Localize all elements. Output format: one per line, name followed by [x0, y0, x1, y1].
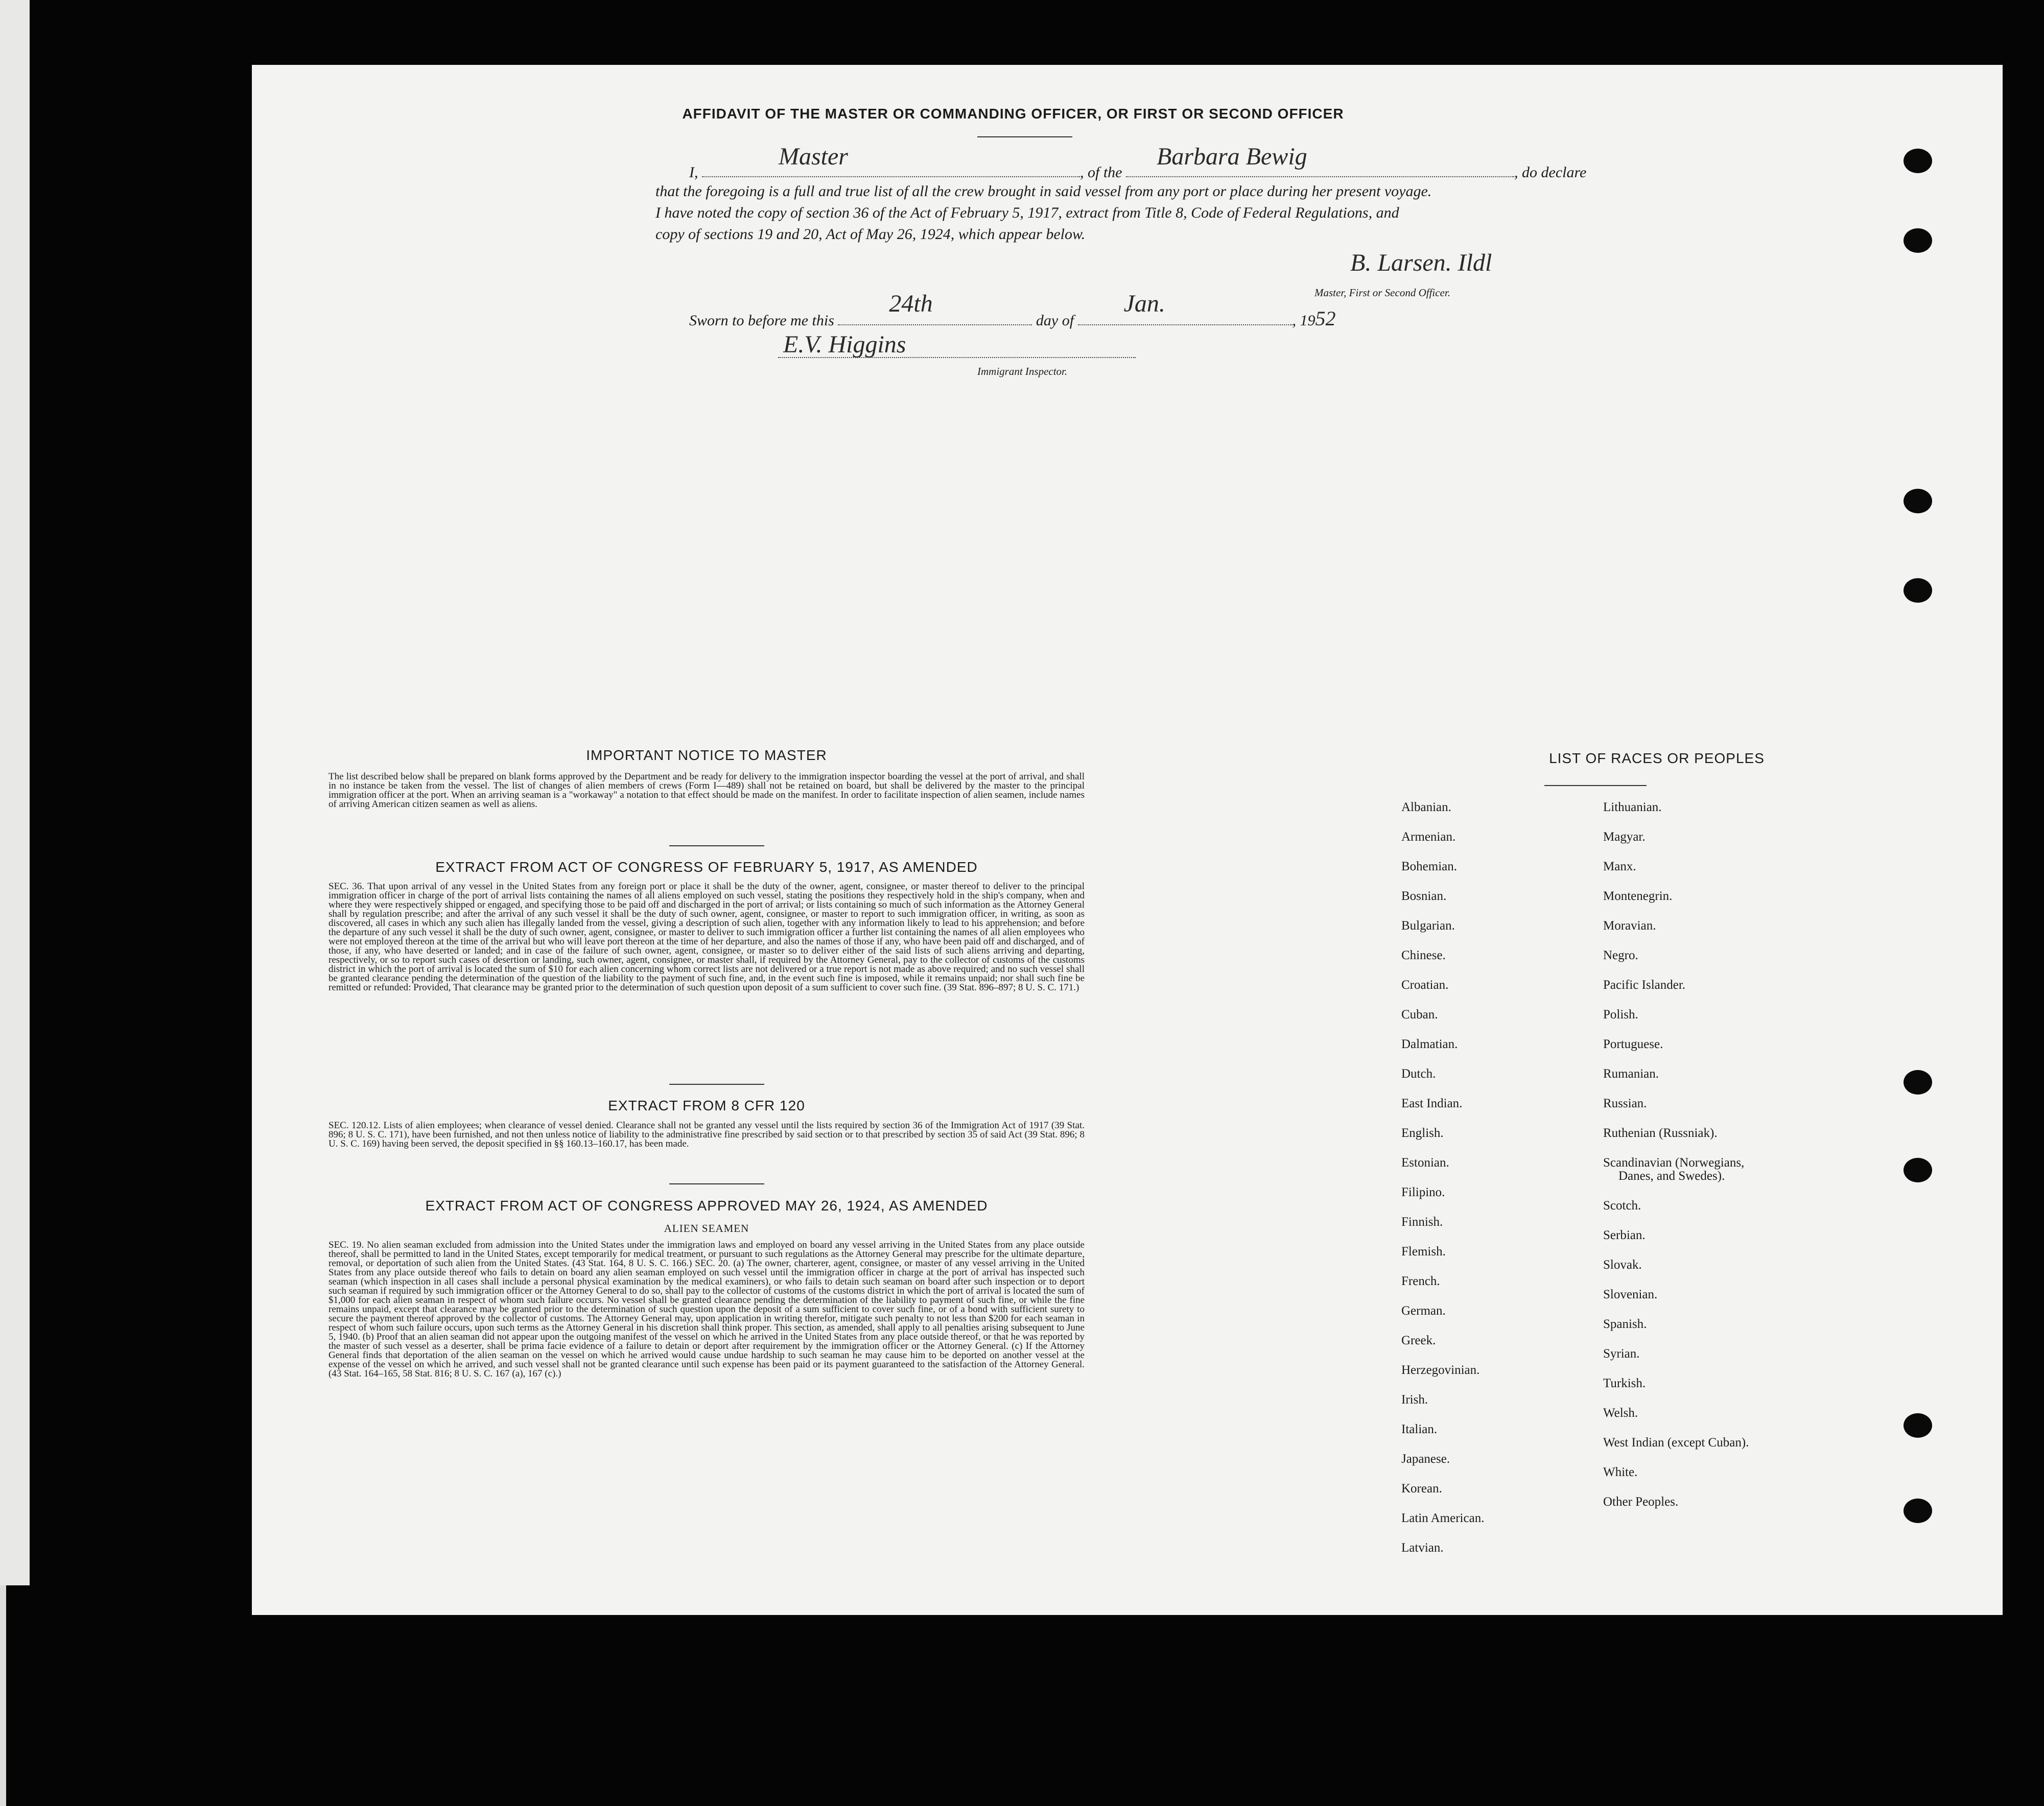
- race-list-item: Moravian.: [1603, 919, 1656, 933]
- punch-hole: [1904, 578, 1932, 603]
- officer-name-field: [702, 143, 1080, 177]
- race-list-item: Slovak.: [1603, 1258, 1642, 1272]
- extract-1924-body: SEC. 19. No alien seaman excluded from admission into the United States under the immigration laws and employed on board any vessel arriving in the United States from any place outside thereof, shall be permitted to land in the United States, except temporarily for medical treatment, or pursuant to such regulations as the Attorney General may prescribe for the ultimate departure, removal, or deportation of such alien from the United States. (43 Stat. 164, 8 U. S. C. 166.) SEC. 20. (a) The owner, charterer, agent, consignee, or master of any vessel arriving in the United States from any place outside thereof who fails to detain on board any alien seaman employed on such vessel until the immigration officer in charge at the port of arrival has inspected such seaman (which inspection in all cases shall include a personal physical examination by the medical examiners), or who fails to detain such seaman on board after such inspection or to deport such seaman if required by such immigration officer or the Attorney General to do so, shall pay to the collector of customs of the customs district in which the port of arrival is located the sum of $1,000 for each alien seaman in respect of whom such failure occurs. No vessel shall be granted clearance pending the determination of the liability to payment of such fine, or while the fine remains unpaid, except that clearance may be granted prior to the determination of such question upon the deposit of a sum sufficient to cover such fine, or of a bond with sufficient surety to secure the payment thereof approved by the collector of customs. The Attorney General may, upon application in writing therefor, mitigate such penalty to not less than $200 for each seaman in respect of whom such failure occurs, upon such terms as the Attorney General in his discretion shall think proper. This section, as amended, shall apply to all penalties arising subsequent to June 5, 1940. (b) Proof that an alien seaman did not appear upon the outgoing manifest of the vessel on which he arrived in the United States from any place outside thereof, or that he was reported by the master of such vessel as a deserter, shall be prima facie evidence of a failure to detain or deport after requirement by the immigration officer or the Attorney General. (c) If the Attorney General finds that deportation of the alien seaman on the vessel on which he arrived would cause undue hardship to such seaman he may cause him to be deported on another vessel at the expense of the vessel on which he arrived, and such vessel shall not be granted clearance until such expense has been paid or its payment guaranteed to the satisfaction of the Attorney General. (43 Stat. 164–165, 58 Stat. 816; 8 U. S. C. 167 (a), 167 (c).): [328, 1240, 1085, 1379]
- affidavit-title: AFFIDAVIT OF THE MASTER OR COMMANDING OFFICER, OR FIRST OR SECOND OFFICER: [682, 106, 1344, 122]
- day-field: [838, 290, 1032, 325]
- race-list-item: English.: [1401, 1126, 1444, 1140]
- punch-hole: [1904, 149, 1932, 173]
- vessel-name-value: Barbara Bewig: [1157, 143, 1307, 170]
- race-list-item: Bohemian.: [1401, 860, 1458, 873]
- day-label: day of: [1036, 312, 1074, 329]
- race-list-item: Pacific Islander.: [1603, 978, 1686, 992]
- race-list-item: French.: [1401, 1274, 1440, 1288]
- race-list-item: Korean.: [1401, 1482, 1442, 1495]
- race-list-item: Negro.: [1603, 948, 1638, 962]
- race-list-item: Chinese.: [1401, 948, 1446, 962]
- extract-cfr-title: EXTRACT FROM 8 CFR 120: [608, 1098, 805, 1113]
- affidavit-line-3: I have noted the copy of section 36 of the Act of February 5, 1917, extract from Title 8, Code of Federal Regulations, and: [655, 204, 1399, 221]
- race-list-item: Scotch.: [1603, 1199, 1641, 1213]
- left-film-strip-lower: [0, 1585, 6, 1806]
- title-divider: [977, 136, 1072, 137]
- sworn-label: Sworn to before me this: [689, 312, 834, 329]
- race-list-item: Latin American.: [1401, 1511, 1485, 1525]
- inspector-signature: E.V. Higgins: [783, 331, 906, 358]
- race-list-item: Finnish.: [1401, 1215, 1443, 1229]
- race-list-item: Turkish.: [1603, 1376, 1646, 1390]
- race-list-item: West Indian (except Cuban).: [1603, 1436, 1749, 1449]
- extract-1924-title: EXTRACT FROM ACT OF CONGRESS APPROVED MAY 26, 1924, AS AMENDED: [425, 1198, 988, 1214]
- race-list-item: Rumanian.: [1603, 1067, 1659, 1081]
- race-list-item: Lithuanian.: [1603, 800, 1662, 814]
- punch-hole: [1904, 489, 1932, 513]
- race-list-item: Italian.: [1401, 1422, 1438, 1436]
- punch-hole: [1904, 1413, 1932, 1438]
- race-list-item: Scandinavian (Norwegians,: [1603, 1156, 1745, 1170]
- race-list-item: Croatian.: [1401, 978, 1449, 992]
- race-list-item: Slovenian.: [1603, 1288, 1658, 1301]
- affidavit-line-2: that the foregoing is a full and true list of all the crew brought in said vessel from any port or place during her present voyage.: [655, 183, 1432, 200]
- race-list-item: German.: [1401, 1304, 1446, 1318]
- race-list-item: Dutch.: [1401, 1067, 1436, 1081]
- race-list-item: Welsh.: [1603, 1406, 1638, 1420]
- race-list-item: Estonian.: [1401, 1156, 1449, 1170]
- do-declare-label: , do declare: [1514, 164, 1587, 181]
- race-list-item: Cuban.: [1401, 1008, 1438, 1021]
- race-list-item: East Indian.: [1401, 1097, 1463, 1110]
- extract-cfr-divider: [669, 1183, 764, 1184]
- race-list-item: Polish.: [1603, 1008, 1638, 1021]
- race-list-item: Japanese.: [1401, 1452, 1450, 1466]
- race-list-item: Danes, and Swedes).: [1618, 1169, 1725, 1183]
- race-list-item: Other Peoples.: [1603, 1495, 1679, 1509]
- document-page: [252, 65, 2003, 1615]
- punch-hole: [1904, 228, 1932, 253]
- race-list-item: Bulgarian.: [1401, 919, 1455, 933]
- master-caption: Master, First or Second Officer.: [1314, 287, 1450, 299]
- left-film-strip: [0, 0, 30, 1585]
- year-prefix: , 19: [1292, 312, 1315, 329]
- race-list-item: Armenian.: [1401, 830, 1456, 844]
- race-list-item: Syrian.: [1603, 1347, 1640, 1361]
- extract-1917-divider: [669, 1084, 764, 1085]
- month-field: [1078, 290, 1293, 325]
- month-value: Jan.: [1123, 290, 1165, 317]
- inspector-caption: Immigrant Inspector.: [977, 365, 1068, 377]
- race-list-item: Latvian.: [1401, 1541, 1444, 1555]
- race-list-item: Serbian.: [1603, 1228, 1646, 1242]
- race-list-item: Spanish.: [1603, 1317, 1647, 1331]
- punch-hole: [1904, 1070, 1932, 1095]
- race-list-item: Portuguese.: [1603, 1037, 1663, 1051]
- affidavit-line-4: copy of sections 19 and 20, Act of May 26, 1924, which appear below.: [655, 226, 1086, 243]
- race-list-item: White.: [1603, 1465, 1638, 1479]
- race-list-item: Montenegrin.: [1603, 889, 1673, 903]
- race-list-item: Russian.: [1603, 1097, 1647, 1110]
- race-list-item: Filipino.: [1401, 1185, 1445, 1199]
- master-signature: B. Larsen. Ildl: [1350, 249, 1492, 276]
- vessel-name-field: [1126, 143, 1514, 177]
- extract-1917-title: EXTRACT FROM ACT OF CONGRESS OF FEBRUARY 5, 1917, AS AMENDED: [435, 859, 978, 875]
- race-list-item: Flemish.: [1401, 1245, 1446, 1258]
- punch-hole: [1904, 1499, 1932, 1523]
- race-list-item: Greek.: [1401, 1334, 1436, 1347]
- race-list-item: Manx.: [1603, 860, 1636, 873]
- notice-divider: [669, 845, 764, 846]
- extract-1924-subtitle: ALIEN SEAMEN: [664, 1222, 749, 1234]
- race-list-item: Herzegovinian.: [1401, 1363, 1480, 1377]
- race-list-item: Irish.: [1401, 1393, 1428, 1407]
- of-the-label: , of the: [1080, 164, 1122, 181]
- race-list-item: Albanian.: [1401, 800, 1451, 814]
- race-list-item: Ruthenian (Russniak).: [1603, 1126, 1718, 1140]
- punch-hole: [1904, 1158, 1932, 1182]
- extract-cfr-body: SEC. 120.12. Lists of alien employees; when clearance of vessel denied. Clearance shall not be granted any vessel until the lists required by section 36 of the Immigration Act of 1917 (39 Stat. 896; 8 U. S. C. 171), have been furnished, and not then unless notice of liability to the administrative fine prescribed by said section or to that prescribed by section 35 of said Act (39 Stat. 896; 8 U. S. C. 169) having been served, the deposit specified in §§ 160.13–160.17, has been made.: [328, 1120, 1085, 1149]
- races-title: LIST OF RACES OR PEOPLES: [1549, 750, 1765, 766]
- day-value: 24th: [889, 290, 933, 317]
- notice-body: The list described below shall be prepared on blank forms approved by the Department and be ready for delivery to the immigration inspector boarding the vessel at the port of arrival, and shall in no instance be taken from the vessel. The list of changes of alien members of crews (Form I—489) shall not be retained on board, but shall be delivered by the master to the principal immigration officer at the port. When an arriving seaman is a "workaway" a notation to that effect should be made on the manifest. In order to facilitate inspection of alien seamen, include names of arriving American citizen seamen as well as aliens.: [328, 771, 1085, 810]
- i-label: I,: [689, 164, 698, 181]
- race-list-item: Dalmatian.: [1401, 1037, 1458, 1051]
- races-divider: [1544, 785, 1647, 786]
- notice-title: IMPORTANT NOTICE TO MASTER: [586, 747, 827, 763]
- officer-name-value: Master: [779, 143, 848, 170]
- year-value: 52: [1315, 307, 1336, 330]
- race-list-item: Magyar.: [1603, 830, 1646, 844]
- extract-1917-body: SEC. 36. That upon arrival of any vessel in the United States from any foreign port or place it shall be the duty of the owner, agent, consignee, or master thereof to deliver to the principal immigration officer in charge of the port of arrival lists containing the names of all aliens employed on such vessel, stating the positions they respectively hold in the ship's company, when and where they were respectively shipped or engaged, and specifying those to be paid off and discharged in the port of arrival; or lists containing so much of such information as the Attorney General shall by regulation prescribe; and after the arrival of any such vessel it shall be the duty of such owner, agent, consignee, or master to report to such immigration officer, in writing, as soon as discovered, all cases in which any such alien has illegally landed from the vessel, giving a description of such alien, together with any information likely to lead to his apprehension; and before the departure of any such vessel it shall be the duty of such owner, agent, consignee, or master to deliver to such immigration officer a further list containing the names of all alien employees who were not employed thereon at the time of the arrival but who will leave port thereon at the time of her departure, and also the names of those if any, who have been paid off and discharged, and of those, if any, who have deserted or landed; and in case of the failure of such owner, agent, consignee, or master so to deliver either of the said lists of such aliens arriving and departing, respectively, or so to report such cases of desertion or landing, such owner, agent, consignee, or master shall, if required by the Attorney General, pay to the collector of customs of the customs district in which the port of arrival is located the sum of $10 for each alien concerning whom correct lists are not delivered or a true report is not made as above required; and no such vessel shall be granted clearance pending the determination of the question of the liability to the payment of such fine, and, in the event such fine is imposed, while it remains unpaid; nor shall such fine be remitted or refunded: Provided, That clearance may be granted prior to the determination of such question upon deposit of a sum sufficient to cover such fine. (39 Stat. 896–897; 8 U. S. C. 171.): [328, 881, 1085, 993]
- race-list-item: Bosnian.: [1401, 889, 1447, 903]
